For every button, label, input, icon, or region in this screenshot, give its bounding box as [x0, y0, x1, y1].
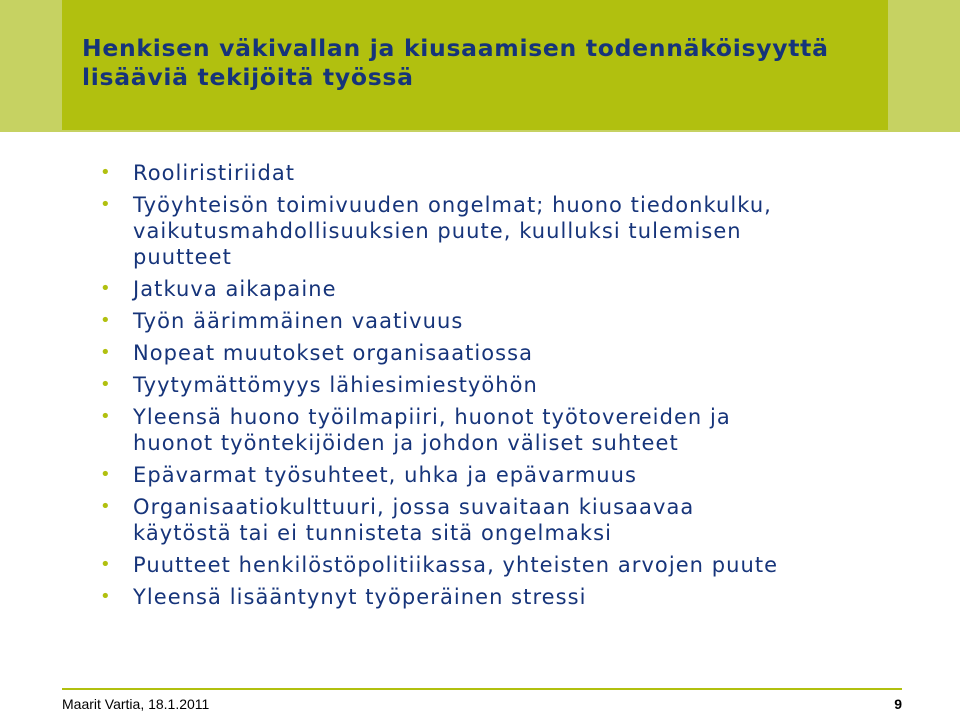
bullet-dot-icon: • [100, 194, 112, 215]
bullet-dot-icon: • [100, 342, 112, 363]
slide-title [82, 34, 902, 92]
bullet-text-line: Rooliristiriidat [133, 161, 296, 185]
bullet-text-line: Työn äärimmäinen vaativuus [133, 309, 464, 333]
bullet-text-line: vaikutusmahdollisuuksien puute, kuulluksi tulemisen [133, 219, 742, 243]
bullet-text-line: Organisaatiokulttuuri, jossa suvaitaan kiusaavaa [133, 495, 695, 519]
bullet-text-line: Yleensä huono työilmapiiri, huonot työtovereiden ja [133, 405, 731, 429]
bullet-text-line: Työyhteisön toimivuuden ongelmat; huono tiedonkulku, [133, 193, 772, 217]
bullet-item [100, 340, 950, 366]
bullet-text-line: Yleensä lisääntynyt työperäinen stressi [133, 585, 587, 609]
footer-author-date: Maarit Vartia, 18.1.2011 [62, 696, 210, 712]
bullet-item [100, 584, 950, 610]
bullet-dot-icon: • [100, 496, 112, 517]
bullet-dot-icon: • [100, 586, 112, 607]
bullet-item [100, 276, 950, 302]
bullet-dot-icon: • [100, 278, 112, 299]
bullet-item [100, 372, 950, 398]
bullet-item [100, 404, 950, 456]
slide-title-line-1: Henkisen väkivallan ja kiusaamisen todennäköisyyttä [82, 34, 829, 62]
bullet-dot-icon: • [100, 310, 112, 331]
bullet-text-line: huonot työntekijöiden ja johdon väliset suhteet [133, 431, 679, 455]
slide-title-line-2: lisääviä tekijöitä työssä [82, 63, 414, 91]
bullet-text-line: Puutteet henkilöstöpolitiikassa, yhteisten arvojen puute [133, 553, 779, 577]
bullet-item [100, 160, 950, 186]
bullet-dot-icon: • [100, 554, 112, 575]
bullet-text-line: Epävarmat työsuhteet, uhka ja epävarmuus [133, 463, 638, 487]
bullet-text-line: käytöstä tai ei tunnisteta sitä ongelmaksi [133, 521, 612, 545]
bullet-item [100, 552, 950, 578]
bullet-text-line: Nopeat muutokset organisaatiossa [133, 341, 534, 365]
bullet-dot-icon: • [100, 162, 112, 183]
bullet-text-line: Jatkuva aikapaine [133, 277, 337, 301]
bullet-text-line: Tyytymättömyys lähiesimiestyöhön [133, 373, 538, 397]
bullet-dot-icon: • [100, 374, 112, 395]
footer-rule [62, 688, 902, 690]
bullet-dot-icon: • [100, 406, 112, 427]
bullet-list [100, 160, 950, 616]
bullet-item [100, 494, 950, 546]
bullet-dot-icon: • [100, 464, 112, 485]
bullet-text-line: puutteet [133, 245, 232, 269]
bullet-item [100, 308, 950, 334]
bullet-item [100, 462, 950, 488]
bullet-item [100, 192, 950, 270]
page-number: 9 [894, 696, 902, 712]
